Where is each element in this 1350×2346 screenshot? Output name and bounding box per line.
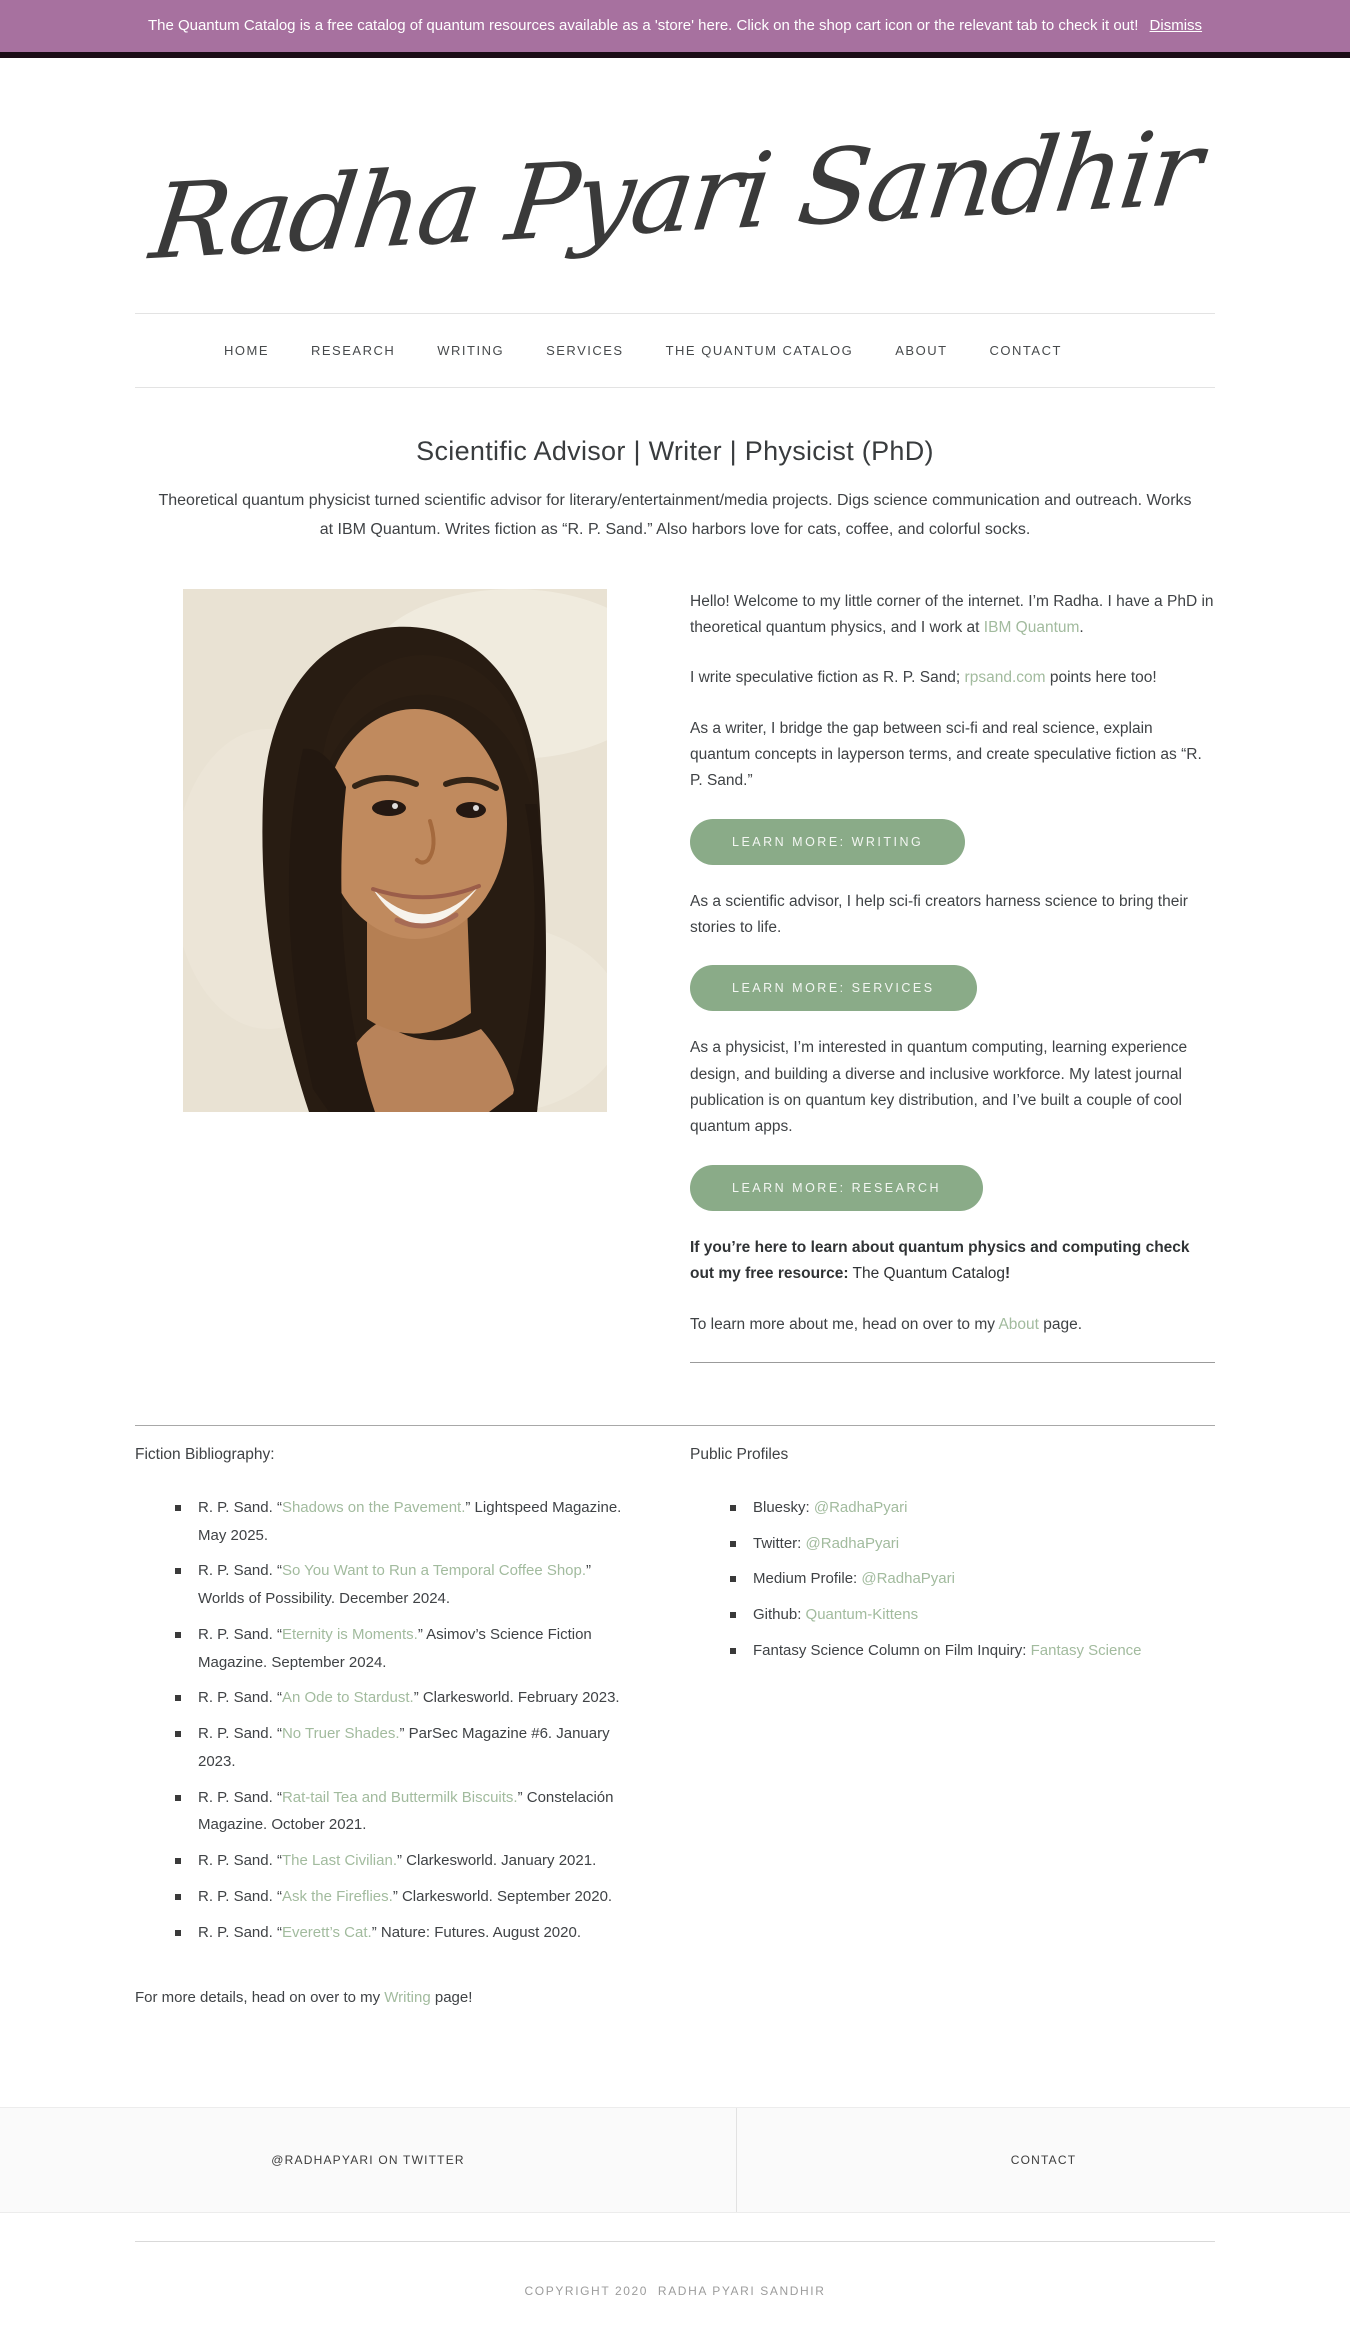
about-section bbox=[135, 589, 1215, 1363]
intro-column bbox=[690, 589, 1215, 1363]
intro-paragraph-physicist bbox=[690, 1035, 1215, 1140]
text-segment: Bluesky: bbox=[753, 1498, 814, 1516]
nav-item-about[interactable]: ABOUT bbox=[895, 343, 948, 359]
nav-item-services[interactable]: SERVICES bbox=[546, 343, 624, 359]
inline-link[interactable]: Eternity is Moments. bbox=[281, 1625, 418, 1643]
inline-link[interactable]: Rat-tail Tea and Buttermilk Biscuits. bbox=[281, 1788, 518, 1806]
text-segment: Medium Profile: bbox=[753, 1570, 862, 1588]
inline-link[interactable]: The Last Civilian. bbox=[281, 1852, 397, 1870]
inline-link[interactable]: Quantum-Kittens bbox=[805, 1606, 919, 1624]
hero-section bbox=[135, 436, 1215, 545]
text-segment: If you’re here to learn about quantum physics and computing check out my free resource: bbox=[690, 1238, 1190, 1283]
inline-link[interactable]: rpsand.com bbox=[964, 669, 1046, 687]
intro-paragraph-hello bbox=[690, 589, 1215, 642]
text-segment: As a physicist, I’m interested in quantum computing, learning experience design, and building a diverse and inclusive workforce. My latest journal publication is on quantum key distribution, and I’ve built a couple of cool quantum apps. bbox=[690, 1039, 1188, 1136]
footer-contact-link[interactable]: CONTACT bbox=[1010, 2153, 1077, 2168]
text-segment: ! bbox=[1005, 1265, 1011, 1283]
text-segment: Fantasy Science Column on Film Inquiry: bbox=[753, 1641, 1031, 1659]
footer-twitter-cell bbox=[0, 2108, 737, 2212]
text-segment: ” Asimov’s Science Fiction Magazine. September 2024. bbox=[198, 1625, 592, 1671]
section-divider bbox=[135, 1425, 1215, 1426]
inline-link[interactable]: Ask the Fireflies. bbox=[281, 1887, 393, 1905]
text-segment: R. P. Sand. “ bbox=[198, 1625, 282, 1643]
text-segment: For more details, head on over to my bbox=[135, 1989, 385, 2007]
promo-banner bbox=[0, 0, 1350, 52]
text-segment: points here too! bbox=[1045, 669, 1157, 687]
intro-paragraph-fiction bbox=[690, 665, 1215, 691]
text-segment: R. P. Sand. “ bbox=[198, 1498, 282, 1516]
inline-link[interactable]: Fantasy Science bbox=[1030, 1641, 1142, 1659]
site-logo-signature[interactable]: Radha Pyari Sandhir bbox=[144, 106, 1206, 283]
main-content bbox=[135, 436, 1215, 2011]
footer-contact-cell bbox=[737, 2108, 1350, 2212]
inline-link[interactable]: @RadhaPyari bbox=[813, 1498, 908, 1516]
text-segment: ” Nature: Futures. August 2020. bbox=[371, 1923, 581, 1941]
text-segment: ” Constelación Magazine. October 2021. bbox=[198, 1788, 614, 1834]
text-segment: R. P. Sand. “ bbox=[198, 1852, 282, 1870]
portrait-photo bbox=[183, 589, 607, 1112]
about-page-note bbox=[690, 1312, 1215, 1338]
profile-item bbox=[730, 1494, 1215, 1522]
inline-link[interactable]: Shadows on the Pavement. bbox=[281, 1498, 466, 1516]
inline-link[interactable]: No Truer Shades. bbox=[281, 1725, 400, 1743]
bibliography-item bbox=[175, 1494, 640, 1550]
text-segment: R. P. Sand. “ bbox=[198, 1562, 282, 1580]
photo-column bbox=[135, 589, 690, 1363]
text-segment: I write speculative fiction as R. P. Sand; bbox=[690, 669, 965, 687]
main-nav bbox=[0, 313, 1350, 388]
text-segment: R. P. Sand. “ bbox=[198, 1887, 282, 1905]
text-segment: The Quantum Catalog bbox=[848, 1265, 1006, 1283]
bibliography-footnote bbox=[135, 1984, 640, 2011]
intro-paragraph-advisor bbox=[690, 889, 1215, 942]
learn-more-services-button[interactable]: LEARN MORE: SERVICES bbox=[690, 965, 977, 1011]
footer-twitter-link[interactable]: @RADHAPYARI ON TWITTER bbox=[271, 2153, 465, 2168]
text-segment: page. bbox=[1038, 1315, 1083, 1333]
learn-more-research-button[interactable]: LEARN MORE: RESEARCH bbox=[690, 1165, 983, 1211]
intro-paragraph-writer bbox=[690, 716, 1215, 795]
text-segment: . bbox=[1079, 619, 1084, 637]
promo-banner-text: The Quantum Catalog is a free catalog of quantum resources available as a 'store' here. Click on the shop cart icon or the relevant tab to check it out! bbox=[147, 17, 1139, 34]
bibliography-item bbox=[175, 1784, 640, 1840]
bibliography-item bbox=[175, 1847, 640, 1875]
bibliography-item bbox=[175, 1557, 640, 1613]
inline-link[interactable]: About bbox=[998, 1315, 1039, 1333]
text-segment: page! bbox=[430, 1989, 473, 2007]
text-segment: Hello! Welcome to my little corner of the internet. I’m Radha. I have a PhD in theoretical quantum physics, and I work at bbox=[690, 592, 1214, 637]
text-segment: R. P. Sand. “ bbox=[198, 1788, 282, 1806]
bibliography-item bbox=[175, 1684, 640, 1712]
text-segment: As a scientific advisor, I help sci-fi creators harness science to bring their stories to life. bbox=[690, 892, 1188, 937]
text-segment: Twitter: bbox=[753, 1534, 806, 1552]
profiles-list bbox=[690, 1494, 1215, 1665]
text-segment: ” Clarkesworld. February 2023. bbox=[413, 1689, 620, 1707]
profile-item bbox=[730, 1601, 1215, 1629]
bibliography-item bbox=[175, 1883, 640, 1911]
nav-item-research[interactable]: RESEARCH bbox=[311, 343, 396, 359]
nav-item-quantum-catalog[interactable]: THE QUANTUM CATALOG bbox=[665, 343, 854, 359]
intro-divider bbox=[690, 1362, 1215, 1363]
text-segment: R. P. Sand. “ bbox=[198, 1725, 282, 1743]
profile-item bbox=[730, 1565, 1215, 1593]
inline-link[interactable]: So You Want to Run a Temporal Coffee Shop. bbox=[281, 1562, 587, 1580]
bibliography-column bbox=[135, 1446, 690, 2012]
lists-section bbox=[135, 1446, 1215, 2012]
nav-item-writing[interactable]: WRITING bbox=[437, 343, 505, 359]
text-segment: R. P. Sand. “ bbox=[198, 1923, 282, 1941]
site-footer bbox=[0, 2107, 1350, 2346]
text-segment: ” Lightspeed Magazine. May 2025. bbox=[198, 1498, 622, 1544]
footer-widgets-band bbox=[0, 2107, 1350, 2213]
text-segment: To learn more about me, head on over to my bbox=[690, 1315, 999, 1333]
bibliography-title: Fiction Bibliography: bbox=[135, 1445, 275, 1463]
learn-more-writing-button[interactable]: LEARN MORE: WRITING bbox=[690, 819, 965, 865]
text-segment: ” ParSec Magazine #6. January 2023. bbox=[198, 1725, 610, 1770]
bibliography-item bbox=[175, 1720, 640, 1776]
dismiss-link[interactable]: Dismiss bbox=[1149, 17, 1203, 34]
bibliography-item bbox=[175, 1621, 640, 1677]
inline-link[interactable]: @RadhaPyari bbox=[805, 1534, 900, 1552]
profile-item bbox=[730, 1637, 1215, 1665]
inline-link[interactable]: Writing bbox=[384, 1989, 431, 2007]
text-segment: ” Clarkesworld. January 2021. bbox=[397, 1852, 597, 1870]
quantum-catalog-callout bbox=[690, 1235, 1215, 1288]
profiles-column bbox=[690, 1446, 1215, 2012]
page-title: Scientific Advisor | Writer | Physicist (PhD) bbox=[416, 436, 934, 467]
copyright-text: COPYRIGHT 2020 RADHA PYARI SANDHIR bbox=[524, 2284, 826, 2299]
inline-link[interactable]: IBM Quantum bbox=[983, 619, 1080, 637]
profile-item bbox=[730, 1530, 1215, 1558]
bibliography-item bbox=[175, 1919, 640, 1947]
hero-subtitle: Theoretical quantum physicist turned scientific advisor for literary/entertainment/media projects. Digs science communication and outreach. Works at IBM Quantum. Writes fiction as “R. P. Sand.” Also harbors love for cats, coffee, and colorful socks. bbox=[158, 492, 1192, 538]
bibliography-list bbox=[135, 1494, 640, 1947]
text-segment: R. P. Sand. “ bbox=[198, 1689, 282, 1707]
text-segment: ” Clarkesworld. September 2020. bbox=[392, 1887, 613, 1905]
nav-item-contact[interactable]: CONTACT bbox=[989, 343, 1062, 359]
inline-link[interactable]: @RadhaPyari bbox=[861, 1570, 955, 1588]
inline-link[interactable]: An Ode to Stardust. bbox=[281, 1689, 414, 1707]
inline-link[interactable]: Everett’s Cat. bbox=[281, 1923, 372, 1941]
site-header bbox=[0, 58, 1350, 314]
text-segment: Github: bbox=[753, 1606, 806, 1624]
profiles-title: Public Profiles bbox=[690, 1445, 789, 1463]
nav-item-home[interactable]: HOME bbox=[224, 343, 269, 359]
text-segment: ” Worlds of Possibility. December 2024. bbox=[198, 1562, 592, 1608]
text-segment: As a writer, I bridge the gap between sci-fi and real science, explain quantum concepts in layperson terms, and create speculative fiction as “R. P. Sand.” bbox=[690, 719, 1202, 790]
